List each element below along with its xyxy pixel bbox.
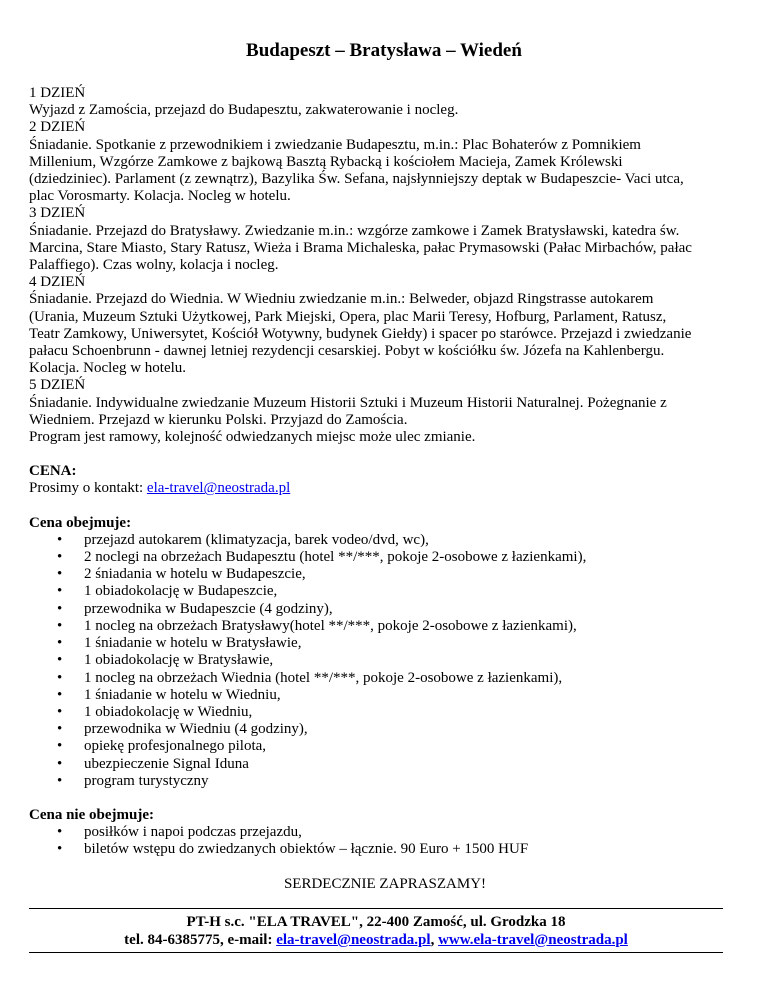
includes-item xyxy=(29,583,741,600)
includes-item xyxy=(29,704,741,721)
footer-phone: tel. 84-6385775, e-mail: xyxy=(124,932,277,948)
includes-item xyxy=(29,601,741,618)
includes-item-text: 1 nocleg na obrzeżach Bratysławy(hotel **/***, pokoje 2-osobowe z łazienkami), xyxy=(84,617,577,634)
includes-item xyxy=(29,532,741,549)
includes-item-text: 1 śniadanie w hotelu w Wiedniu, xyxy=(84,686,281,703)
includes-item xyxy=(29,721,741,738)
program-day-text: Marcina, Stare Miasto, Stary Ratusz, Wieża i Brama Michaleska, pałac Prymasowski (Pałac Mirbachów, pałac xyxy=(29,239,692,256)
bullet-icon: • xyxy=(57,635,63,652)
includes-item xyxy=(29,566,741,583)
bullet-icon: • xyxy=(57,721,63,738)
footer-website-link[interactable]: www.ela-travel@neostrada.pl xyxy=(438,932,628,948)
footer-contact xyxy=(29,931,723,949)
includes-item-text: ubezpieczenie Signal Iduna xyxy=(84,755,249,772)
price-contact xyxy=(29,480,741,497)
program-day-text: Śniadanie. Indywidualne zwiedzanie Muzeum Historii Sztuki i Muzeum Historii Naturalnej. Pożegnanie z xyxy=(29,394,667,411)
includes-item xyxy=(29,635,741,652)
excludes-heading: Cena nie obejmuje: xyxy=(29,806,154,823)
program-day-text: Wyjazd z Zamościa, przejazd do Budapesztu, zakwaterowanie i nocleg. xyxy=(29,102,459,119)
bullet-icon: • xyxy=(57,686,63,703)
bullet-icon: • xyxy=(57,703,63,720)
footer-address: PT-H s.c. "ELA TRAVEL", 22-400 Zamość, ul. Grodzka 18 xyxy=(186,914,566,930)
program-day-heading: 3 DZIEŃ xyxy=(29,205,86,222)
includes-item xyxy=(29,549,741,566)
closing-text: SERDECZNIE ZAPRASZAMY! xyxy=(283,875,487,892)
includes-item-text: 1 nocleg na obrzeżach Wiednia (hotel **/***, pokoje 2-osobowe z łazienkami), xyxy=(84,669,563,686)
bullet-icon: • xyxy=(57,566,63,583)
bullet-icon: • xyxy=(57,549,63,566)
includes-item xyxy=(29,687,741,704)
bullet-icon: • xyxy=(57,824,63,841)
price-heading: CENA: xyxy=(29,463,77,480)
program-day-text: Śniadanie. Spotkanie z przewodnikiem i zwiedzanie Budapesztu, m.in.: Plac Bohaterów z Pomnikiem xyxy=(29,136,641,153)
price-contact-email-link[interactable]: ela-travel@neostrada.pl xyxy=(146,480,291,497)
bullet-icon: • xyxy=(57,755,63,772)
includes-item-text: 1 obiadokolację w Budapeszcie, xyxy=(84,583,278,600)
program-day-heading: 5 DZIEŃ xyxy=(29,377,86,394)
includes-item xyxy=(29,756,741,773)
excludes-item-text: posiłków i napoi podczas przejazdu, xyxy=(84,824,302,841)
bullet-icon: • xyxy=(57,738,63,755)
bullet-icon: • xyxy=(57,617,63,634)
excludes-item xyxy=(29,841,741,858)
program-day-text: Kolacja. Nocleg w hotelu. xyxy=(29,360,187,377)
program-day-text: Teatr Zamkowy, Uniwersytet, Kościół Wotywny, budynek Giełdy) i spacer po starówce. Przejazd i zwiedzanie xyxy=(29,325,692,342)
program-section xyxy=(29,85,741,429)
includes-item xyxy=(29,773,741,790)
includes-item-text: 1 obiadokolację w Wiedniu, xyxy=(84,703,253,720)
includes-item-text: opiekę profesjonalnego pilota, xyxy=(84,738,267,755)
program-note: Program jest ramowy, kolejność odwiedzanych miejsc może ulec zmianie. xyxy=(29,429,476,446)
document-title: Budapeszt – Bratysława – Wiedeń xyxy=(246,40,522,61)
excludes-item-text: biletów wstępu do zwiedzanych obiektów – łącznie. 90 Euro + 1500 HUF xyxy=(84,841,529,858)
includes-item-text: 1 obiadokolację w Bratysławie, xyxy=(84,652,274,669)
bullet-icon: • xyxy=(57,531,63,548)
program-day-text: plac Vorosmarty. Kolacja. Nocleg w hotelu. xyxy=(29,188,291,205)
program-day-heading: 2 DZIEŃ xyxy=(29,119,86,136)
bullet-icon: • xyxy=(57,583,63,600)
includes-item-text: 1 śniadanie w hotelu w Bratysławie, xyxy=(84,635,302,652)
bullet-icon: • xyxy=(57,772,63,789)
program-day-text: Millenium, Wzgórze Zamkowe z bajkową Basztą Rybacką i kościołem Macieja, Zamek Królewski xyxy=(29,153,623,170)
includes-item-text: 2 śniadania w hotelu w Budapeszcie, xyxy=(84,566,306,583)
includes-item-text: 2 noclegi na obrzeżach Budapesztu (hotel **/***, pokoje 2-osobowe z łazienkami), xyxy=(84,549,587,566)
footer-separator: , xyxy=(430,932,439,948)
includes-item-text: przewodnika w Budapeszcie (4 godziny), xyxy=(84,600,333,617)
program-day-heading: 4 DZIEŃ xyxy=(29,274,86,291)
bullet-icon: • xyxy=(57,669,63,686)
excludes-list xyxy=(29,824,741,858)
document-body xyxy=(29,85,741,893)
footer xyxy=(29,908,723,953)
includes-item xyxy=(29,670,741,687)
program-day-text: Śniadanie. Przejazd do Bratysławy. Zwiedzanie m.in.: wzgórze zamkowe i Zamek Bratysławski, katedra św. xyxy=(29,222,680,239)
program-day-heading: 1 DZIEŃ xyxy=(29,85,86,101)
program-day-text: pałacu Schoenbrunn - dawnej letniej rezydencji cesarskiej. Pobyt w kościółku św. Józefa na Kahlenbergu. xyxy=(29,343,665,360)
excludes-item xyxy=(29,824,741,841)
footer-email-link[interactable]: ela-travel@neostrada.pl xyxy=(276,932,431,948)
includes-item xyxy=(29,738,741,755)
program-day-text: Wiedniem. Przejazd w kierunku Polski. Przyjazd do Zamościa. xyxy=(29,411,408,428)
program-day-text: (Urania, Muzeum Sztuki Użytkowej, Park Miejski, Opera, plac Marii Teresy, Hofburg, Parlament, Ratusz, xyxy=(29,308,667,325)
program-day-text: Palaffiego). Czas wolny, kolacja i nocleg. xyxy=(29,257,279,274)
includes-item-text: program turystyczny xyxy=(84,772,209,789)
program-day-text: Śniadanie. Przejazd do Wiednia. W Wiedniu zwiedzanie m.in.: Belweder, objazd Ringstrasse autokarem xyxy=(29,291,654,308)
includes-list xyxy=(29,532,741,790)
includes-item-text: przejazd autokarem (klimatyzacja, barek vodeo/dvd, wc), xyxy=(84,531,429,548)
includes-item xyxy=(29,618,741,635)
bullet-icon: • xyxy=(57,652,63,669)
program-day-text: (dziedziniec). Parlament (z zewnątrz), Bazylika Św. Sefana, najsłynniejszy deptak w Budapeszcie- Vaci utca, xyxy=(29,171,684,188)
includes-item xyxy=(29,652,741,669)
includes-heading: Cena obejmuje: xyxy=(29,514,132,531)
price-contact-label: Prosimy o kontakt: xyxy=(29,480,147,497)
bullet-icon: • xyxy=(57,600,63,617)
includes-item-text: przewodnika w Wiedniu (4 godziny), xyxy=(84,721,308,738)
bullet-icon: • xyxy=(57,841,63,858)
